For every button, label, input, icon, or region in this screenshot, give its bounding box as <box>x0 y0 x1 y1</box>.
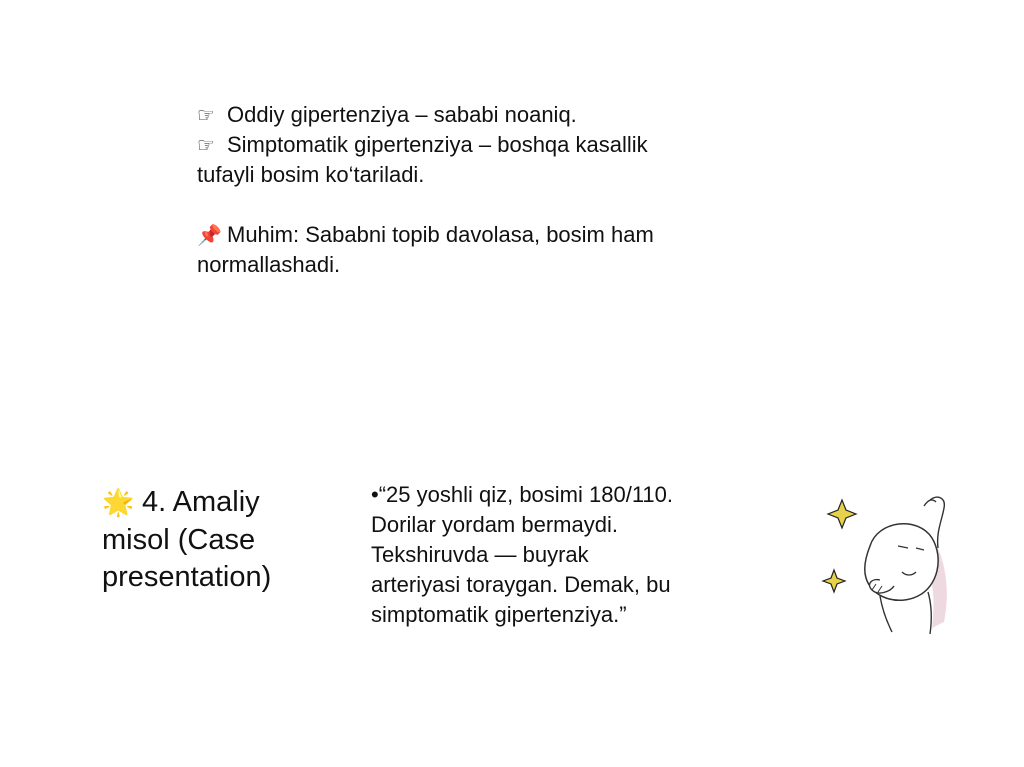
pushpin-icon: 📌 <box>197 223 222 247</box>
section-title-line-2: misol (Case <box>102 524 256 556</box>
case-line-2: Dorilar yordam bermaydi. <box>371 512 618 537</box>
summary-line-4 <box>197 220 837 250</box>
case-line-4: arteriyasi toraygan. Demak, bu <box>371 572 671 597</box>
summary-line-5: normallashadi. <box>197 252 341 277</box>
summary-line-2 <box>197 130 837 160</box>
pointing-hand-icon: ☞ <box>197 103 215 127</box>
star-icon: 🌟 <box>102 488 135 518</box>
section-title <box>102 484 342 596</box>
summary-block <box>197 100 837 280</box>
case-line-5: simptomatik gipertenziya.” <box>371 602 627 627</box>
case-line-1: •“25 yoshli qiz, bosimi 180/110. <box>371 482 674 507</box>
spacer <box>197 190 837 220</box>
section-title-line-1 <box>102 484 342 522</box>
section-title-line-1-text: 4. Amaliy <box>142 486 260 518</box>
case-description <box>371 480 791 630</box>
pointing-hand-icon: ☞ <box>197 133 215 157</box>
thinking-character-icon <box>820 488 970 638</box>
sparkle-icon <box>823 570 845 592</box>
summary-line-4-text: Muhim: Sababni topib davolasa, bosim ham <box>227 222 654 247</box>
section-title-line-3: presentation) <box>102 561 272 593</box>
summary-line-2-text: Simptomatik gipertenziya – boshqa kasallik <box>227 132 648 157</box>
sparkle-icon <box>828 500 856 528</box>
summary-line-1-text: Oddiy gipertenziya – sababi noaniq. <box>227 102 577 127</box>
case-line-3: Tekshiruvda — buyrak <box>371 542 589 567</box>
summary-line-1 <box>197 100 837 130</box>
summary-line-3: tufayli bosim ko‘tariladi. <box>197 162 425 187</box>
